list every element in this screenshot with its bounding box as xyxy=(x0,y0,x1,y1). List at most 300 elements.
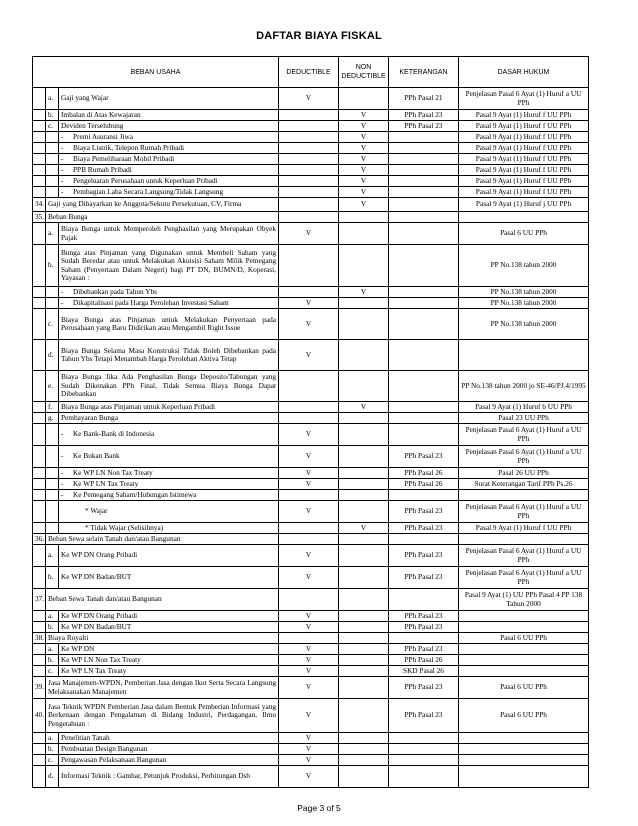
row-description-cell: Biaya Royalti xyxy=(46,633,279,644)
deductible-mark-cell: V xyxy=(279,699,339,733)
dasar-hukum-cell: Pasal 9 Ayat (1) Huruf j UU PPh xyxy=(459,198,589,212)
row-number-cell xyxy=(33,287,46,298)
dasar-hukum-cell xyxy=(459,622,589,633)
table-header-row xyxy=(33,57,589,88)
keterangan-cell xyxy=(389,534,459,545)
row-number-cell xyxy=(33,644,46,655)
deductible-mark-cell xyxy=(279,176,339,187)
deductible-mark-cell: V xyxy=(279,611,339,622)
table-row xyxy=(33,143,589,154)
row-subletter-cell: b. xyxy=(46,622,59,633)
dasar-hukum-cell xyxy=(459,340,589,371)
dasar-hukum-cell: Pasal 6 UU PPh xyxy=(459,223,589,245)
row-description-cell: Ke WP DN xyxy=(59,644,279,655)
non-deductible-mark-cell: V xyxy=(339,402,389,413)
header-non-deductible: NON DEDUCTIBLE xyxy=(339,57,389,88)
deductible-mark-cell: V xyxy=(279,677,339,699)
dasar-hukum-cell xyxy=(459,490,589,501)
table-row xyxy=(33,121,589,132)
non-deductible-mark-cell: V xyxy=(339,187,389,198)
row-description-cell: Informasi Teknik : Gambar, Petunjuk Produksi, Perhitungan Dsb xyxy=(59,766,279,788)
row-subletter-cell xyxy=(46,479,59,490)
deductible-mark-cell xyxy=(279,371,339,402)
non-deductible-mark-cell xyxy=(339,212,389,223)
row-description-cell: Jasa Teknik WPDN Pemberian Jasa dalam Bentuk Pemberian Informasi yang Berkenaan dengan Pengalaman di Bidang Industri, Perdagangan, Ilmu Pengetahuan : xyxy=(46,699,279,733)
dasar-hukum-cell: Pasal 26 UU PPh xyxy=(459,468,589,479)
row-description-cell xyxy=(59,176,279,187)
deductible-mark-cell: V xyxy=(279,622,339,633)
table-row xyxy=(33,766,589,788)
row-subletter-cell: d. xyxy=(46,766,59,788)
non-deductible-mark-cell xyxy=(339,733,389,744)
row-description-cell: Jasa Manajemen-WPDN, Pemberian Jasa dengan Ikut Serta Secara Langsung Melaksanakan Manajemen xyxy=(46,677,279,699)
non-deductible-mark-cell: V xyxy=(339,143,389,154)
table-row xyxy=(33,534,589,545)
row-description-cell: Pengawasan Pelaksanaan Bangunan xyxy=(59,755,279,766)
row-description-cell: Biaya Bunga atas Pinjaman untuk Melakukan Penyertaan pada Perusahaan yang Baru Didirikan atau Mengambil Right Issue xyxy=(59,309,279,340)
deductible-mark-cell: V xyxy=(279,644,339,655)
row-number-cell xyxy=(33,176,46,187)
row-number-cell xyxy=(33,132,46,143)
dasar-hukum-cell: PP No.138 tahun 2000 xyxy=(459,245,589,287)
row-number-cell xyxy=(33,479,46,490)
dasar-hukum-cell xyxy=(459,644,589,655)
row-description-cell xyxy=(59,165,279,176)
non-deductible-mark-cell xyxy=(339,766,389,788)
deductible-mark-cell xyxy=(279,245,339,287)
page-footer: Page 3 of 5 xyxy=(297,803,341,813)
row-subletter-cell: c. xyxy=(46,309,59,340)
table-row xyxy=(33,468,589,479)
row-description-text: Pembagian Laba Secara Langsung/Tidak Langsung xyxy=(73,186,224,196)
row-number-cell xyxy=(33,223,46,245)
keterangan-cell xyxy=(389,198,459,212)
table-row xyxy=(33,755,589,766)
deductible-mark-cell: V xyxy=(279,88,339,110)
row-description-cell xyxy=(59,132,279,143)
dasar-hukum-cell: Pasal 9 Ayat (1) Huruf f UU PPh xyxy=(459,176,589,187)
row-subletter-cell xyxy=(46,287,59,298)
row-subletter-cell: c. xyxy=(46,755,59,766)
table-row xyxy=(33,699,589,733)
deductible-mark-cell: V xyxy=(279,446,339,468)
deductible-mark-cell xyxy=(279,287,339,298)
table-row xyxy=(33,622,589,633)
non-deductible-mark-cell: V xyxy=(339,287,389,298)
row-description-cell: Ke WP DN Badan/BUT xyxy=(59,622,279,633)
row-number-cell xyxy=(33,88,46,110)
non-deductible-mark-cell xyxy=(339,666,389,677)
dash-marker: - xyxy=(61,467,64,477)
non-deductible-mark-cell: V xyxy=(339,198,389,212)
row-number-cell xyxy=(33,744,46,755)
keterangan-cell: PPh Pasal 26 xyxy=(389,468,459,479)
dasar-hukum-cell: Penjelasan Pasal 6 Ayat (1) Huruf a UU PPh xyxy=(459,545,589,567)
non-deductible-mark-cell xyxy=(339,298,389,309)
row-number-cell xyxy=(33,545,46,567)
row-number-cell: 39. xyxy=(33,677,46,699)
table-row xyxy=(33,110,589,121)
non-deductible-mark-cell xyxy=(339,490,389,501)
non-deductible-mark-cell: V xyxy=(339,121,389,132)
table-row xyxy=(33,298,589,309)
table-row xyxy=(33,744,589,755)
table-row xyxy=(33,611,589,622)
row-description-cell: Ke WP LN Tax Treaty xyxy=(59,666,279,677)
keterangan-cell xyxy=(389,589,459,611)
dasar-hukum-cell: Penjelasan Pasal 6 Ayat (1) Huruf a UU PPh xyxy=(459,501,589,523)
deductible-mark-cell: V xyxy=(279,424,339,446)
row-subletter-cell xyxy=(46,154,59,165)
row-number-cell xyxy=(33,245,46,287)
header-keterangan: KETERANGAN xyxy=(389,57,459,88)
row-subletter-cell xyxy=(46,468,59,479)
row-number-cell xyxy=(33,766,46,788)
table-row xyxy=(33,245,589,287)
keterangan-cell xyxy=(389,744,459,755)
row-number-cell xyxy=(33,523,46,534)
dasar-hukum-cell: Pasal 9 Ayat (1) Huruf f UU PPh xyxy=(459,165,589,176)
non-deductible-mark-cell: V xyxy=(339,165,389,176)
deductible-mark-cell xyxy=(279,534,339,545)
keterangan-cell xyxy=(389,154,459,165)
row-number-cell xyxy=(33,567,46,589)
non-deductible-mark-cell xyxy=(339,633,389,644)
dasar-hukum-cell: Pasal 9 Ayat (1) Huruf f UU PPh xyxy=(459,154,589,165)
row-subletter-cell: b. xyxy=(46,655,59,666)
row-subletter-cell: g. xyxy=(46,413,59,424)
table-row xyxy=(33,154,589,165)
header-deductible: DEDUCTIBLE xyxy=(279,57,339,88)
deductible-mark-cell: V xyxy=(279,545,339,567)
row-number-cell xyxy=(33,165,46,176)
row-description-cell: Pembuatan Design Bangunan xyxy=(59,744,279,755)
row-subletter-cell: e. xyxy=(46,371,59,402)
row-description-text: * Tidak Wajar (Selisihnya) xyxy=(85,522,164,532)
deductible-mark-cell xyxy=(279,589,339,611)
dasar-hukum-cell xyxy=(459,766,589,788)
row-number-cell xyxy=(33,309,46,340)
non-deductible-mark-cell xyxy=(339,446,389,468)
row-subletter-cell: c. xyxy=(46,121,59,132)
row-number-cell xyxy=(33,666,46,677)
row-description-cell: Biaya Bunga atas Pinjaman untuk Keperluan Pribadi xyxy=(59,402,279,413)
table-row xyxy=(33,655,589,666)
deductible-mark-cell: V xyxy=(279,744,339,755)
row-subletter-cell: f. xyxy=(46,402,59,413)
deductible-mark-cell: V xyxy=(279,223,339,245)
dasar-hukum-cell: Pasal 6 UU PPh xyxy=(459,633,589,644)
deductible-mark-cell xyxy=(279,121,339,132)
dash-marker: - xyxy=(61,489,64,499)
non-deductible-mark-cell xyxy=(339,468,389,479)
row-number-cell: 35. xyxy=(33,212,46,223)
keterangan-cell xyxy=(389,165,459,176)
row-description-text: Premi Asuransi Jiwa xyxy=(73,131,133,141)
non-deductible-mark-cell xyxy=(339,245,389,287)
table-row xyxy=(33,413,589,424)
row-description-text: Biaya Listrik, Telepon Rumah Pribadi xyxy=(73,142,185,152)
keterangan-cell xyxy=(389,733,459,744)
row-number-cell xyxy=(33,413,46,424)
row-number-cell xyxy=(33,340,46,371)
dash-marker: - xyxy=(61,297,64,307)
row-description-cell xyxy=(59,446,279,468)
row-number-cell xyxy=(33,468,46,479)
deductible-mark-cell: V xyxy=(279,479,339,490)
row-subletter-cell: b. xyxy=(46,744,59,755)
dasar-hukum-cell: Pasal 9 Ayat (1) Huruf f UU PPh xyxy=(459,121,589,132)
row-subletter-cell: a. xyxy=(46,644,59,655)
row-number-cell xyxy=(33,501,46,523)
table-row xyxy=(33,589,589,611)
row-description-text: Ke WP LN Non Tax Treaty xyxy=(73,467,153,477)
row-description-cell xyxy=(59,154,279,165)
dasar-hukum-cell: Penjelasan Pasal 6 Ayat (1) Huruf a UU PPh xyxy=(459,446,589,468)
row-subletter-cell xyxy=(46,187,59,198)
non-deductible-mark-cell xyxy=(339,755,389,766)
row-number-cell xyxy=(33,655,46,666)
keterangan-cell xyxy=(389,402,459,413)
keterangan-cell: PPh Pasal 23 xyxy=(389,523,459,534)
dash-marker: - xyxy=(61,451,64,461)
row-description-cell: Ke WP DN Orang Pribadi xyxy=(59,545,279,567)
row-subletter-cell: a. xyxy=(46,223,59,245)
keterangan-cell xyxy=(389,143,459,154)
row-subletter-cell: a. xyxy=(46,611,59,622)
dasar-hukum-cell: Pasal 9 Ayat (1) Huruf f UU PPh xyxy=(459,523,589,534)
row-number-cell xyxy=(33,143,46,154)
row-description-cell xyxy=(59,287,279,298)
non-deductible-mark-cell xyxy=(339,677,389,699)
row-number-cell xyxy=(33,622,46,633)
row-description-cell: Biaya Bunga Jika Ada Penghasilan Bunga Deposito/Tabungan yang Sudah Dikenakan PPh Final, Tidak Semua Biaya Bunga Dapat Dibebankan xyxy=(59,371,279,402)
dasar-hukum-cell: Pasal 9 Ayat (1) Huruf f UU PPh xyxy=(459,143,589,154)
keterangan-cell: PPh Pasal 23 xyxy=(389,110,459,121)
keterangan-cell xyxy=(389,340,459,371)
dasar-hukum-cell: Pasal 6 UU PPh xyxy=(459,699,589,733)
row-description-text: Dibebankan pada Tahun Ybs xyxy=(73,286,157,296)
table-row xyxy=(33,212,589,223)
row-subletter-cell: a. xyxy=(46,545,59,567)
deductible-mark-cell xyxy=(279,143,339,154)
deductible-mark-cell xyxy=(279,187,339,198)
table-row xyxy=(33,446,589,468)
table-body xyxy=(33,88,589,788)
row-subletter-cell: b. xyxy=(46,245,59,287)
keterangan-cell xyxy=(389,212,459,223)
deductible-mark-cell xyxy=(279,110,339,121)
keterangan-cell xyxy=(389,287,459,298)
fiscal-cost-table xyxy=(32,56,589,788)
row-subletter-cell: a. xyxy=(46,88,59,110)
table-row xyxy=(33,132,589,143)
deductible-mark-cell xyxy=(279,523,339,534)
keterangan-cell: PPh Pasal 23 xyxy=(389,567,459,589)
dash-marker: - xyxy=(61,164,64,174)
row-number-cell: 34. xyxy=(33,198,46,212)
row-subletter-cell: a. xyxy=(46,733,59,744)
non-deductible-mark-cell xyxy=(339,223,389,245)
row-description-text: Dikapitalisasi pada Harga Perolehan Investasi Saham xyxy=(73,297,229,307)
table-row xyxy=(33,644,589,655)
row-number-cell xyxy=(33,110,46,121)
deductible-mark-cell xyxy=(279,198,339,212)
dasar-hukum-cell: Penjelasan Pasal 6 Ayat (1) Huruf a UU PPh xyxy=(459,567,589,589)
keterangan-cell: PPh Pasal 23 xyxy=(389,699,459,733)
row-subletter-cell: b. xyxy=(46,567,59,589)
dasar-hukum-cell: PP No.138 tahun 2000 jo SE-46/PJ.4/1995 xyxy=(459,371,589,402)
dash-marker: - xyxy=(61,153,64,163)
dasar-hukum-cell: Penjelasan Pasal 6 Ayat (1) Huruf a UU PPh xyxy=(459,424,589,446)
deductible-mark-cell xyxy=(279,413,339,424)
table-row xyxy=(33,633,589,644)
row-description-cell: Ke WP DN Orang Pribadi xyxy=(59,611,279,622)
row-description-cell: Beban Sewa Tanah dan/atau Bangunan xyxy=(46,589,279,611)
table-row xyxy=(33,223,589,245)
row-subletter-cell xyxy=(46,424,59,446)
dasar-hukum-cell: Pasal 9 Ayat (1) Huruf b UU PPh xyxy=(459,402,589,413)
row-description-cell xyxy=(59,468,279,479)
dasar-hukum-cell: Pasal 9 Ayat (1) Huruf f UU PPh xyxy=(459,187,589,198)
row-description-text: Biaya Pemeliharaan Mobil Pribadi xyxy=(73,153,175,163)
non-deductible-mark-cell: V xyxy=(339,154,389,165)
table-row xyxy=(33,402,589,413)
row-description-cell: Beban Sewa selain Tanah dan/atau Bangunan xyxy=(46,534,279,545)
non-deductible-mark-cell xyxy=(339,88,389,110)
row-description-cell: Beban Bunga xyxy=(46,212,279,223)
row-subletter-cell: b. xyxy=(46,110,59,121)
non-deductible-mark-cell xyxy=(339,545,389,567)
row-description-cell: Pembayaran Bunga xyxy=(59,413,279,424)
dasar-hukum-cell: Surat Keterangan Tarif PPh Ps.26 xyxy=(459,479,589,490)
dasar-hukum-cell: PP No.138 tahun 2000 xyxy=(459,298,589,309)
non-deductible-mark-cell: V xyxy=(339,132,389,143)
row-description-cell: Ke WP LN Non Tax Treaty xyxy=(59,655,279,666)
dasar-hukum-cell: Pasal 9 Ayat (1) Huruf f UU PPh xyxy=(459,110,589,121)
keterangan-cell xyxy=(389,309,459,340)
dasar-hukum-cell: Pasal 9 Ayat (1) Huruf f UU PPh xyxy=(459,132,589,143)
non-deductible-mark-cell xyxy=(339,479,389,490)
header-dasar-hukum: DASAR HUKUM xyxy=(459,57,589,88)
row-description-text: Ke Bank-Bank di Indonesia xyxy=(73,429,155,439)
row-number-cell xyxy=(33,446,46,468)
keterangan-cell xyxy=(389,245,459,287)
deductible-mark-cell: V xyxy=(279,468,339,479)
row-number-cell xyxy=(33,121,46,132)
table-row xyxy=(33,479,589,490)
table-row xyxy=(33,424,589,446)
row-description-text: * Wajar xyxy=(85,506,108,516)
row-subletter-cell xyxy=(46,501,59,523)
keterangan-cell xyxy=(389,424,459,446)
dasar-hukum-cell xyxy=(459,744,589,755)
dash-marker: - xyxy=(61,286,64,296)
row-subletter-cell xyxy=(46,490,59,501)
table-row xyxy=(33,187,589,198)
keterangan-cell: PPh Pasal 23 xyxy=(389,622,459,633)
dash-marker: - xyxy=(61,478,64,488)
deductible-mark-cell xyxy=(279,490,339,501)
row-description-cell: Penelitian Tanah xyxy=(59,733,279,744)
row-number-cell: 38. xyxy=(33,633,46,644)
row-subletter-cell xyxy=(46,523,59,534)
deductible-mark-cell xyxy=(279,402,339,413)
dasar-hukum-cell: Pasal 23 UU PPh xyxy=(459,413,589,424)
keterangan-cell: PPh Pasal 23 xyxy=(389,501,459,523)
non-deductible-mark-cell xyxy=(339,424,389,446)
row-description-cell: Biaya Bunga Selama Masa Konstruksi Tidak Boleh Dibebankan pada Tahun Ybs Tetapi Menambah Harga Perolehan Aktiva Tetap xyxy=(59,340,279,371)
non-deductible-mark-cell xyxy=(339,644,389,655)
non-deductible-mark-cell: V xyxy=(339,523,389,534)
table-row xyxy=(33,309,589,340)
dasar-hukum-cell: Pasal 9 Ayat (1) UU PPh Pasal 4 PP 138 Tahun 2000 xyxy=(459,589,589,611)
dash-marker: - xyxy=(61,142,64,152)
row-description-text: Pengeluaran Perusahaan untuk Keperluan Pribadi xyxy=(73,175,218,185)
table-row xyxy=(33,666,589,677)
row-number-cell: 37. xyxy=(33,589,46,611)
keterangan-cell xyxy=(389,223,459,245)
table-row xyxy=(33,340,589,371)
row-number-cell xyxy=(33,424,46,446)
non-deductible-mark-cell xyxy=(339,744,389,755)
deductible-mark-cell xyxy=(279,212,339,223)
non-deductible-mark-cell: V xyxy=(339,110,389,121)
row-subletter-cell xyxy=(46,298,59,309)
row-description-cell: Ke WP DN Badan/BUT xyxy=(59,567,279,589)
dash-marker: - xyxy=(61,429,64,439)
deductible-mark-cell xyxy=(279,132,339,143)
keterangan-cell: PPh Pasal 23 xyxy=(389,121,459,132)
keterangan-cell xyxy=(389,371,459,402)
deductible-mark-cell: V xyxy=(279,655,339,666)
row-description-cell xyxy=(59,501,279,523)
non-deductible-mark-cell xyxy=(339,309,389,340)
non-deductible-mark-cell xyxy=(339,501,389,523)
dasar-hukum-cell xyxy=(459,733,589,744)
row-number-cell xyxy=(33,490,46,501)
non-deductible-mark-cell xyxy=(339,699,389,733)
row-number-cell xyxy=(33,733,46,744)
keterangan-cell xyxy=(389,298,459,309)
dasar-hukum-cell xyxy=(459,655,589,666)
row-description-cell xyxy=(59,479,279,490)
keterangan-cell xyxy=(389,176,459,187)
row-description-cell: Biaya Bunga untuk Memperoleh Penghasilan yang Merupakan Obyek Pajak xyxy=(59,223,279,245)
deductible-mark-cell xyxy=(279,633,339,644)
keterangan-cell: PPh Pasal 23 xyxy=(389,677,459,699)
non-deductible-mark-cell xyxy=(339,589,389,611)
dasar-hukum-cell xyxy=(459,666,589,677)
row-number-cell xyxy=(33,154,46,165)
keterangan-cell: PPh Pasal 26 xyxy=(389,655,459,666)
non-deductible-mark-cell xyxy=(339,567,389,589)
non-deductible-mark-cell xyxy=(339,340,389,371)
row-description-cell: Imbalan di Atas Kewajaran xyxy=(59,110,279,121)
table-row xyxy=(33,733,589,744)
keterangan-cell: PPh Pasal 23 xyxy=(389,644,459,655)
deductible-mark-cell: V xyxy=(279,340,339,371)
row-description-cell xyxy=(59,143,279,154)
row-subletter-cell: c. xyxy=(46,666,59,677)
row-number-cell xyxy=(33,298,46,309)
row-description-cell xyxy=(59,523,279,534)
keterangan-cell xyxy=(389,755,459,766)
deductible-mark-cell xyxy=(279,154,339,165)
page-title: DAFTAR BIAYA FISKAL xyxy=(256,30,382,42)
keterangan-cell: PPh Pasal 21 xyxy=(389,88,459,110)
non-deductible-mark-cell xyxy=(339,534,389,545)
